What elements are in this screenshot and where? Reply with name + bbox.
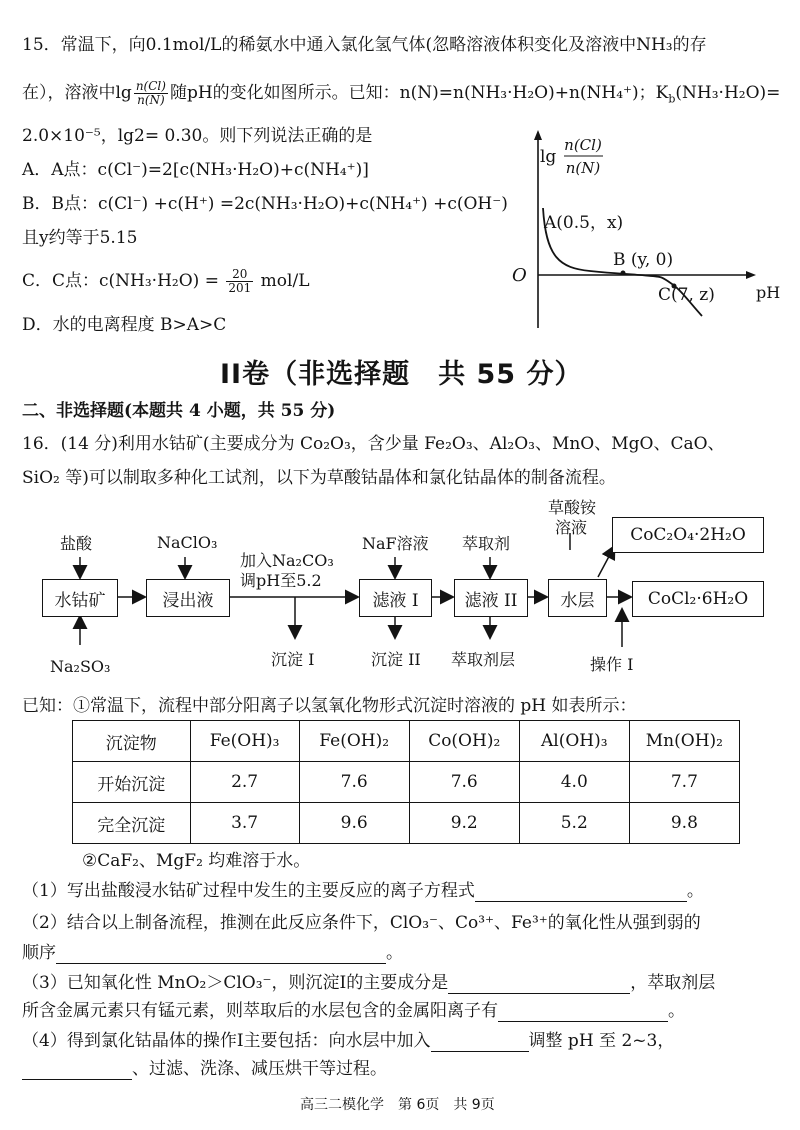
kb-subscript: b: [668, 92, 676, 106]
fraction-numerator: 20: [226, 268, 253, 282]
reagent-naf: NaF溶液: [362, 534, 429, 553]
table-header-cell: Co(OH)₂: [409, 721, 519, 762]
y-axis-label-lg: lg: [540, 147, 557, 167]
q16-sub1-text: （1）写出盐酸浸水钴矿过程中发生的主要反应的离子方程式: [22, 881, 475, 901]
q16-intro-line1: 16．(14 分)利用水钴矿(主要成分为 Co₂O₃，含少量 Fe₂O₃、Al₂O₃、MnO、MgO、CaO、: [22, 434, 725, 454]
point-a-label: A(0.5，x): [544, 213, 624, 233]
reagent-hcl: 盐酸: [60, 534, 93, 553]
fraction-denominator: n(N): [137, 93, 165, 107]
origin-label: O: [512, 265, 527, 286]
q15-option-d: D．水的电离程度 B>A>C: [22, 315, 227, 335]
reagent-naclo3: NaClO₃: [157, 533, 218, 552]
q15-line2-b: 随pH的变化如图所示。已知：n(N)=n(NH₃·H₂O)+n(NH₄⁺)；K: [169, 83, 669, 103]
box-leach-solution: 浸出液: [146, 579, 230, 617]
q16-sub3-end: 。: [668, 1001, 685, 1021]
box-filtrate-1: 滤液 I: [359, 579, 432, 617]
table-cell: 7.6: [299, 762, 409, 803]
q15-stem-line3: 2.0×10⁻⁵，lg2= 0.30。则下列说法正确的是: [22, 126, 373, 146]
table-cell: 9.2: [409, 803, 519, 844]
q16-sub4-a: （4）得到氯化钴晶体的操作I主要包括：向水层中加入: [22, 1031, 431, 1051]
page-footer: 高三二模化学 第 6页 共 9页: [300, 1097, 495, 1113]
output-operation-1: 操作 I: [590, 655, 634, 674]
output-precipitate-2: 沉淀 II: [371, 650, 421, 669]
q16-sub3-c: 所含金属元素只有锰元素，则萃取后的水层包含的金属阳离子有: [22, 1001, 498, 1021]
q16-known-2: ②CaF₂、MgF₂ 均难溶于水。: [82, 851, 311, 871]
output-extractant-layer: 萃取剂层: [451, 650, 516, 669]
q15-option-c-unit: mol/L: [260, 271, 310, 291]
table-header-cell: 沉淀物: [73, 721, 191, 762]
q16-sub2-b: 顺序: [22, 943, 56, 963]
section-2-subtitle: 二、非选择题(本题共 4 小题，共 55 分): [22, 401, 336, 421]
q16-sub4-line1: [22, 1030, 674, 1052]
table-cell: 4.0: [519, 762, 629, 803]
table-cell: 7.7: [629, 762, 739, 803]
q16-sub1-end: 。: [686, 881, 704, 901]
q16-sub2-line1: （2）结合以上制备流程，推测在此反应条件下，ClO₃⁻、Co³⁺、Fe³⁺的氧化性从强到弱的: [22, 913, 701, 933]
table-cell: 2.7: [190, 762, 299, 803]
q16-sub4-answer-blank-2[interactable]: [22, 1061, 132, 1080]
q16-sub3-b: ，萃取剂层: [630, 973, 716, 993]
box-aqueous-layer: 水层: [548, 579, 607, 617]
q15-graph: [500, 128, 800, 333]
table-row: [73, 803, 740, 844]
ph-table: [72, 720, 740, 844]
q15-option-b-cont: 且y约等于5.15: [22, 228, 138, 248]
q15-option-c-fraction: [226, 268, 253, 295]
q15-option-a: A．A点：c(Cl⁻)=2[c(NH₃·H₂O)+c(NH₄⁺)]: [22, 160, 369, 180]
q16-sub2-answer-blank[interactable]: [56, 945, 386, 964]
table-header-cell: Fe(OH)₃: [190, 721, 299, 762]
q16-sub2-line2: [22, 942, 403, 964]
q16-sub3-a: （3）已知氧化性 MnO₂＞ClO₃⁻，则沉淀I的主要成分是: [22, 973, 449, 993]
q16-sub3-line1: [22, 972, 715, 994]
q16-sub1: [22, 880, 704, 902]
q16-sub4-answer-blank-1[interactable]: [431, 1033, 529, 1052]
q16-flowchart: [0, 495, 800, 685]
table-cell: 开始沉淀: [73, 762, 191, 803]
q15-line2-a: 在），溶液中lg: [22, 83, 132, 103]
q16-sub1-answer-blank[interactable]: [475, 883, 687, 902]
x-axis-arrow: [746, 271, 756, 279]
q16-sub4-b: 调整 pH 至 2~3，: [528, 1031, 675, 1051]
box-filtrate-2: 滤液 II: [454, 579, 528, 617]
q15-stem-line2: [22, 80, 780, 107]
table-header-cell: Mn(OH)₂: [629, 721, 739, 762]
y-axis-arrow: [534, 130, 542, 140]
table-cell: 完全沉淀: [73, 803, 191, 844]
q16-sub3-answer-blank-2[interactable]: [498, 1003, 668, 1022]
table-header-cell: Al(OH)₃: [519, 721, 629, 762]
fraction-denominator: 201: [228, 281, 252, 295]
table-cell: 9.8: [629, 803, 739, 844]
y-axis-label-den: n(N): [565, 159, 601, 177]
reagent-na2co3-line2: 调pH至5.2: [240, 571, 322, 590]
q15-option-b: B．B点：c(Cl⁻) +c(H⁺) =2c(NH₃·H₂O)+c(NH₄⁺) +c(OH⁻): [22, 194, 508, 214]
q16-sub4-c: 、过滤、洗涤、减压烘干等过程。: [132, 1059, 387, 1079]
y-axis-label-num: n(Cl): [564, 136, 602, 154]
box-product-chloride: CoCl₂·6H₂O: [632, 581, 764, 617]
q16-sub3-answer-blank-1[interactable]: [448, 975, 630, 994]
x-axis-label: pH: [756, 283, 781, 302]
q16-sub3-line2: [22, 1000, 685, 1022]
section-2-title: II卷（非选择题 共 55 分）: [220, 359, 583, 390]
q15-option-c: [22, 268, 309, 295]
table-header-cell: Fe(OH)₂: [299, 721, 409, 762]
table-header-row: [73, 721, 740, 762]
q16-sub4-line2: [22, 1058, 387, 1080]
box-ore: 水钴矿: [42, 579, 118, 617]
table-cell: 7.6: [409, 762, 519, 803]
reagent-na2so3: Na₂SO₃: [50, 657, 111, 676]
q16-intro-line2: SiO₂ 等)可以制取多种化工试剂，以下为草酸钴晶体和氯化钴晶体的制备流程。: [22, 468, 616, 488]
fraction-numerator: n(Cl): [135, 79, 166, 93]
point-b-marker: [621, 271, 626, 276]
q15-stem-line1: 15．常温下，向0.1mol/L的稀氨水中通入氯化氢气体(忽略溶液体积变化及溶液中NH₃的存: [22, 35, 707, 55]
table-cell: 3.7: [190, 803, 299, 844]
table-cell: 5.2: [519, 803, 629, 844]
q15-line2-c: (NH₃·H₂O)=: [675, 83, 781, 103]
table-row: [73, 762, 740, 803]
point-b-label: B (y, 0): [613, 250, 674, 270]
table-cell: 9.6: [299, 803, 409, 844]
reagent-na2co3-line1: 加入Na₂CO₃: [240, 551, 334, 570]
point-c-label: C(7, z): [658, 285, 715, 305]
reagent-oxalate-line1: 草酸铵: [548, 498, 597, 517]
q16-known-1: 已知：①常温下，流程中部分阳离子以氢氧化物形式沉淀时溶液的 pH 如表所示：: [22, 696, 637, 716]
q15-option-c-a: C．C点：c(NH₃·H₂O) =: [22, 271, 219, 291]
box-product-oxalate: CoC₂O₄·2H₂O: [612, 517, 764, 553]
reagent-oxalate-line2: 溶液: [555, 518, 588, 537]
reagent-extractant: 萃取剂: [462, 534, 511, 553]
q15-ratio-fraction: [134, 80, 168, 107]
q16-sub2-end: 。: [386, 943, 403, 963]
output-precipitate-1: 沉淀 I: [271, 650, 315, 669]
